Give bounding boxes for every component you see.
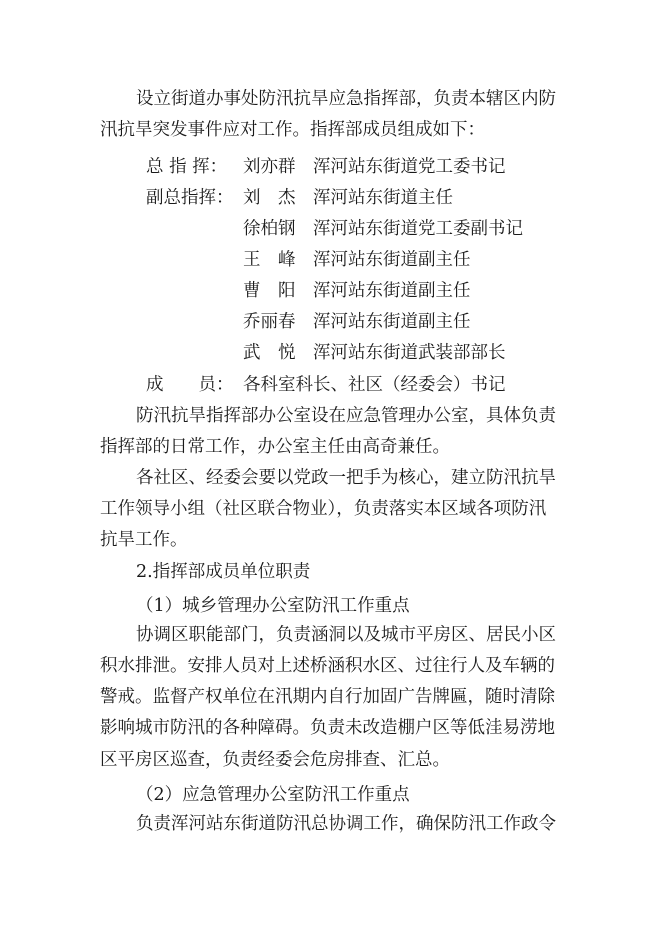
sub1-line-3: 警戒。监督产权单位在汛期内自行加固广告牌匾，随时清除	[100, 687, 555, 707]
member-title: 浑河站东街道党工委副书记	[313, 219, 523, 239]
intro-line-1: 设立街道办事处防汛抗旱应急指挥部，负责本辖区内防	[136, 89, 556, 109]
community-line-3: 抗旱工作。	[100, 530, 188, 550]
member-title: 浑河站东街道副主任	[313, 250, 471, 270]
sub1-line-5: 区平房区巡查，负责经委会危房排查、汇总。	[100, 750, 450, 770]
member-name: 乔丽春	[243, 312, 296, 332]
section-heading: 2.指挥部成员单位职责	[136, 562, 311, 582]
member-title: 浑河站东街道主任	[313, 188, 453, 208]
member-title: 浑河站东街道副主任	[313, 281, 471, 301]
community-line-2: 工作领导小组（社区联合物业），负责落实本区域各项防汛	[100, 499, 547, 519]
member-title: 浑河站东街道副主任	[313, 312, 471, 332]
member-role: 成 员：	[146, 375, 234, 395]
member-role: 总 指 挥：	[146, 157, 228, 177]
member-role: 副总指挥：	[146, 188, 234, 208]
member-name: 曹 阳	[243, 281, 296, 301]
member-title: 浑河站东街道武装部部长	[313, 343, 506, 363]
member-name: 武 悦	[243, 343, 296, 363]
sub1-line-2: 积水排泄。安排人员对上述桥涵积水区、过往行人及车辆的	[100, 656, 555, 676]
member-name: 刘亦群	[243, 157, 296, 177]
sub2-line-1: 负责浑河站东街道防汛总协调工作，确保防汛工作政令	[136, 814, 556, 834]
sub1-line-4: 影响城市防汛的各种障碍。负责未改造棚户区等低洼易涝地	[100, 718, 555, 738]
member-name: 徐柏钢	[243, 219, 296, 239]
intro-line-2: 汛抗旱突发事件应对工作。指挥部成员组成如下：	[100, 120, 485, 140]
subsection-heading: （1）城乡管理办公室防汛工作重点	[136, 596, 410, 616]
sub1-line-1: 协调区职能部门，负责涵洞以及城市平房区、居民小区	[136, 625, 556, 645]
member-staff-text: 各科室科长、社区（经委会）书记	[243, 375, 506, 395]
community-line-1: 各社区、经委会要以党政一把手为核心，建立防汛抗旱	[136, 468, 556, 488]
subsection-heading: （2）应急管理办公室防汛工作重点	[136, 785, 410, 805]
office-line-1: 防汛抗旱指挥部办公室设在应急管理办公室，具体负责	[136, 406, 556, 426]
member-name: 王 峰	[243, 250, 296, 270]
member-name: 刘 杰	[243, 188, 296, 208]
member-title: 浑河站东街道党工委书记	[313, 157, 506, 177]
office-line-2: 指挥部的日常工作，办公室主任由高奇兼任。	[100, 437, 450, 457]
